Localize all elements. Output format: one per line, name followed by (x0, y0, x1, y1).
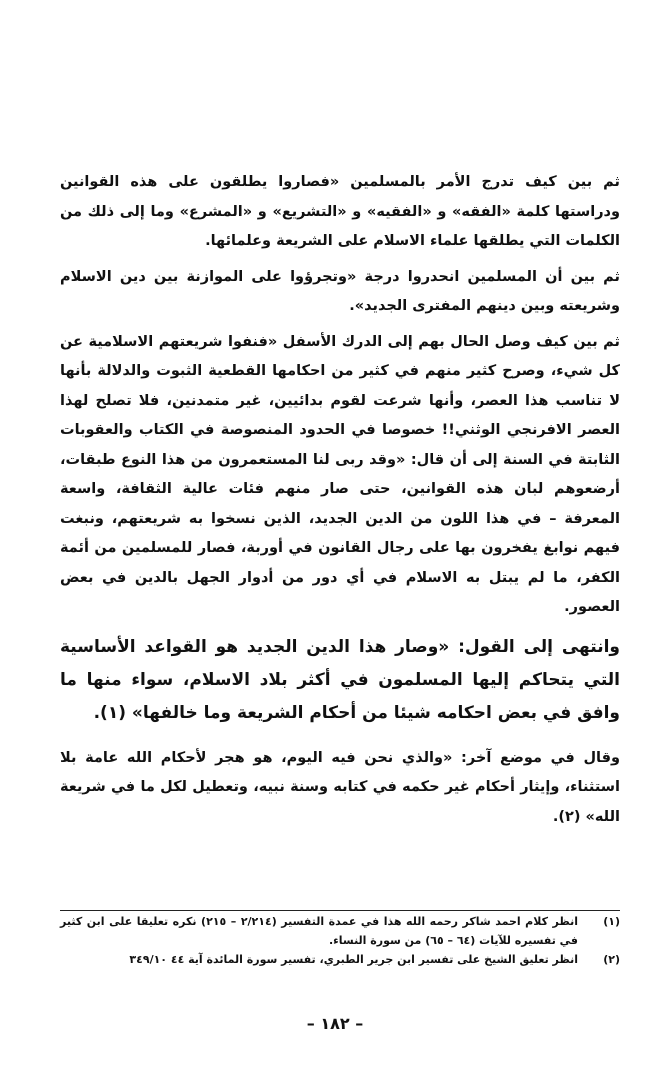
paragraph-4-quote: وانتهى إلى القول: «وصار هذا الدين الجديد هو القواعد الأساسية التي يتحاكم إليها المسلمون في أكثر بلاد الاسلام، سواء منها ما وافق في بعض احكامه شيئا من أحكام الشريعة وما خالفها» (١). (60, 636, 620, 723)
footnote-text: انظر تعليق الشيخ على تفسير ابن جرير الطبري، تفسير سورة المائدة آية ٤٤ ٣٤٩/١٠ (129, 953, 578, 966)
footnote-number: (١) (603, 915, 620, 928)
page-body (60, 168, 620, 838)
footnote-item (60, 912, 620, 950)
footnote-number: (٢) (603, 953, 620, 966)
footnote-text: انظر كلام احمد شاكر رحمه الله هذا في عمدة التفسير (٢/٢١٤ – ٢١٥) نكره تعليقا على ابن كثير في تفسيره للآيات (٦٤ – ٦٥) من سورة النساء. (60, 915, 578, 947)
page-number: – ١٨٢ – (306, 1014, 364, 1033)
paragraph-2: ثم بين أن المسلمين انحدروا درجة «وتجرؤوا على الموازنة بين دين الاسلام وشريعته وبين دينهم المفترى الجديد». (60, 268, 620, 314)
footnote-divider (60, 910, 620, 911)
paragraph-3: ثم بين كيف وصل الحال بهم إلى الدرك الأسفل «فنفوا شريعتهم الاسلامية عن كل شيء، وصرح كثير منهم في كثير من احكامها القطعية الثبوت والدلالة بأنها لا تناسب هذا العصر، وأنها شرعت لقوم بدائيين، غير متمدنين، فلا تصلح لهذا العصر الافرنجي الوثني!! خصوصا في الحدود المنصوصة في الكتاب والعقوبات الثابتة في السنة إلى أن قال: «وقد ربى لنا المستعمرون من هذا النوع طبقات، أرضعوهم لبان هذه القوانين، حتى صار منهم فئات عالية الثقافة، واسعة المعرفة – في هذا اللون من الدين الجديد، الذين نسخوا به شريعتهم، ونبغت فيهم نوابغ يفخرون بها على رجال القانون في أوربة، فصار للمسلمين من أئمة الكفر، ما لم يبتل به الاسلام في أي دور من أدوار الجهل بالدين في بعض العصور. (60, 333, 620, 615)
paragraph-1: ثم بين كيف تدرج الأمر بالمسلمين «فصاروا يطلقون على هذه القوانين ودراستها كلمة «الفقه» و «الفقيه» و «التشريع» و «المشرع» وما إلى ذلك من الكلمات التي يطلقها علماء الاسلام على الشريعة وعلمائها. (60, 174, 620, 249)
footnote-item (60, 950, 620, 969)
paragraph-5: وقال في موضع آخر: «والذي نحن فيه اليوم، هو هجر لأحكام الله عامة بلا استثناء، وإيثار أحكام غير حكمه في كتابه وسنة نبيه، وتعطيل لكل ما في شريعة الله» (٢). (60, 749, 620, 825)
footnotes (60, 912, 620, 969)
